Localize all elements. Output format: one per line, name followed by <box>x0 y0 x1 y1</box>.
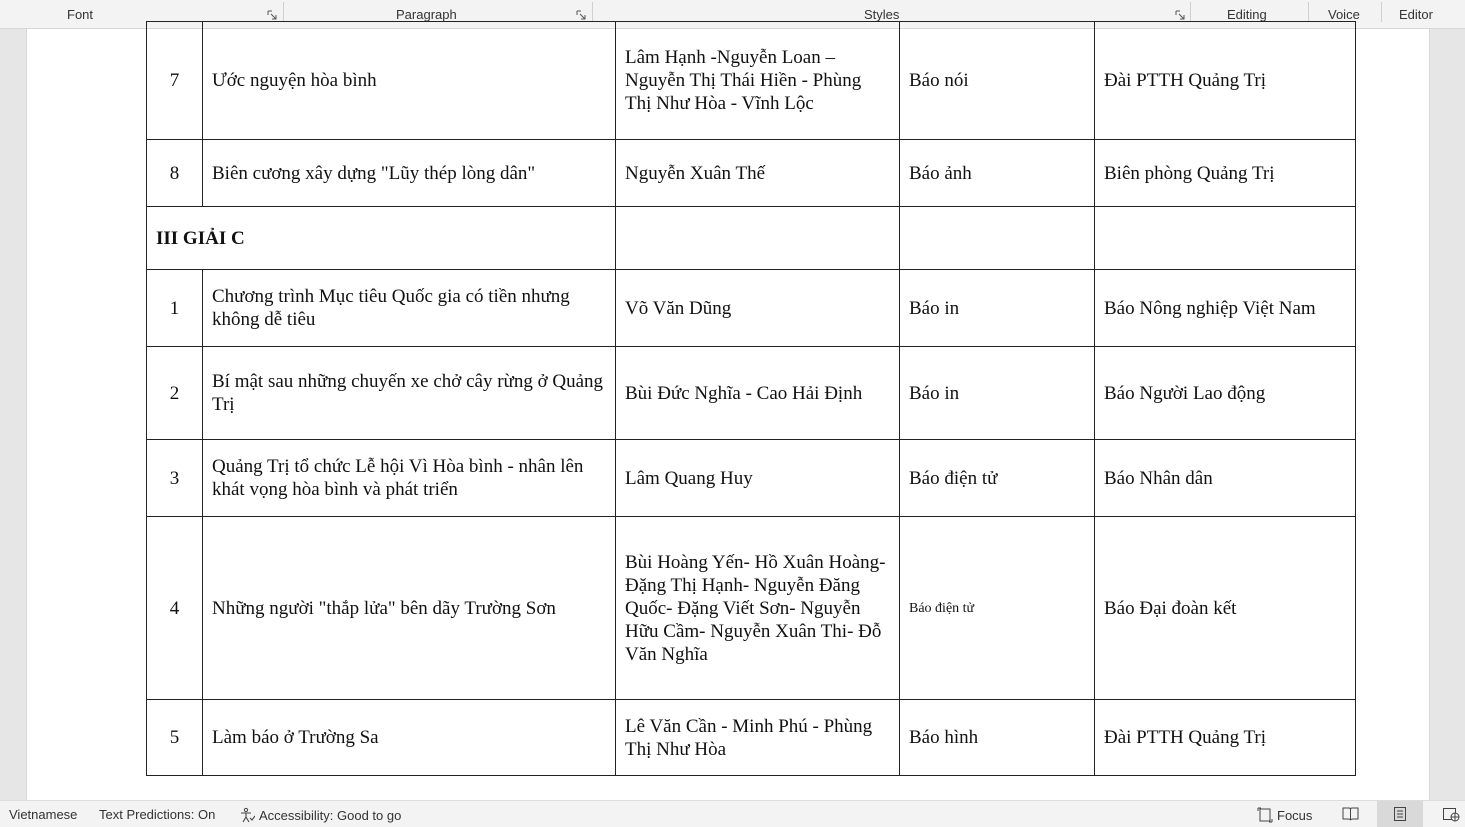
read-mode-icon <box>1342 806 1359 822</box>
author-names[interactable]: Nguyễn Xuân Thế <box>616 140 900 207</box>
table-row <box>147 347 1356 440</box>
media-type[interactable]: Báo nói <box>900 22 1095 140</box>
ribbon-separator <box>1381 2 1382 22</box>
print-layout-icon <box>1392 806 1408 822</box>
work-title[interactable]: Những người "thắp lửa" bên dãy Trường Sơn <box>203 517 616 700</box>
work-title[interactable]: Làm báo ở Trường Sa <box>203 700 616 776</box>
table-row <box>147 517 1356 700</box>
organization[interactable]: Đài PTTH Quảng Trị <box>1095 700 1356 776</box>
media-type[interactable]: Báo điện tử <box>900 440 1095 517</box>
awards-table <box>146 21 1356 776</box>
organization[interactable]: Báo Nhân dân <box>1095 440 1356 517</box>
author-names[interactable]: Lâm Hạnh -Nguyễn Loan – Nguyễn Thị Thái Hiền - Phùng Thị Như Hòa - Vĩnh Lộc <box>616 22 900 140</box>
empty-cell[interactable] <box>1095 207 1356 270</box>
table-row <box>147 440 1356 517</box>
ribbon-separator <box>1308 2 1309 22</box>
work-title[interactable]: Chương trình Mục tiêu Quốc gia có tiền nhưng không dễ tiêu <box>203 270 616 347</box>
text-predictions-status[interactable]: Text Predictions: On <box>99 807 216 822</box>
row-number[interactable]: 7 <box>147 22 203 140</box>
accessibility-label: Accessibility: Good to go <box>259 808 402 823</box>
read-mode-button[interactable] <box>1327 801 1373 827</box>
styles-dialog-launcher-icon[interactable] <box>1175 10 1185 20</box>
organization[interactable]: Biên phòng Quảng Trị <box>1095 140 1356 207</box>
status-bar <box>0 800 1465 827</box>
author-names[interactable]: Bùi Hoàng Yến- Hồ Xuân Hoàng- Đặng Thị Hạnh- Nguyễn Đăng Quốc- Đặng Viết Sơn- Nguyễn Hữu Cầm- Nguyễn Xuân Thi- Đỗ Văn Nghĩa <box>616 517 900 700</box>
web-layout-icon <box>1442 806 1460 822</box>
ribbon-separator <box>1190 2 1191 22</box>
author-names[interactable]: Lâm Quang Huy <box>616 440 900 517</box>
section-heading[interactable]: III GIẢI C <box>147 207 616 270</box>
focus-label: Focus <box>1277 808 1313 823</box>
font-dialog-launcher-icon[interactable] <box>267 10 277 20</box>
author-names[interactable]: Lê Văn Cần - Minh Phú - Phùng Thị Như Hòa <box>616 700 900 776</box>
row-number[interactable]: 3 <box>147 440 203 517</box>
media-type[interactable]: Báo in <box>900 270 1095 347</box>
ribbon-group-font: Font <box>67 7 94 22</box>
media-type[interactable]: Báo điện tử <box>900 517 1095 700</box>
accessibility-status[interactable] <box>239 807 401 826</box>
ribbon-group-editor: Editor <box>1399 7 1433 22</box>
row-number[interactable]: 5 <box>147 700 203 776</box>
work-title[interactable]: Bí mật sau những chuyến xe chở cây rừng ở Quảng Trị <box>203 347 616 440</box>
organization[interactable]: Báo Nông nghiệp Việt Nam <box>1095 270 1356 347</box>
empty-cell[interactable] <box>900 207 1095 270</box>
document-page[interactable] <box>26 29 1430 800</box>
section-row <box>147 207 1356 270</box>
ribbon-group-paragraph: Paragraph <box>396 7 457 22</box>
ribbon-separator <box>283 2 284 22</box>
organization[interactable]: Báo Đại đoàn kết <box>1095 517 1356 700</box>
focus-icon <box>1257 807 1273 826</box>
author-names[interactable]: Võ Văn Dũng <box>616 270 900 347</box>
table-row <box>147 140 1356 207</box>
print-layout-button[interactable] <box>1377 801 1423 827</box>
work-title[interactable]: Quảng Trị tổ chức Lễ hội Vì Hòa bình - nhân lên khát vọng hòa bình và phát triển <box>203 440 616 517</box>
accessibility-icon <box>239 807 255 826</box>
work-title[interactable]: Ước nguyện hòa bình <box>203 22 616 140</box>
language-indicator[interactable]: Vietnamese <box>9 807 78 822</box>
author-names[interactable]: Bùi Đức Nghĩa - Cao Hải Định <box>616 347 900 440</box>
media-type[interactable]: Báo ảnh <box>900 140 1095 207</box>
web-layout-button[interactable] <box>1427 801 1465 827</box>
ribbon-group-voice: Voice <box>1328 7 1360 22</box>
media-type[interactable]: Báo in <box>900 347 1095 440</box>
row-number[interactable]: 4 <box>147 517 203 700</box>
row-number[interactable]: 8 <box>147 140 203 207</box>
media-type[interactable]: Báo hình <box>900 700 1095 776</box>
organization[interactable]: Đài PTTH Quảng Trị <box>1095 22 1356 140</box>
table-row <box>147 700 1356 776</box>
ribbon-separator <box>592 2 593 22</box>
organization[interactable]: Báo Người Lao động <box>1095 347 1356 440</box>
paragraph-dialog-launcher-icon[interactable] <box>576 10 586 20</box>
work-title[interactable]: Biên cương xây dựng "Lũy thép lòng dân" <box>203 140 616 207</box>
empty-cell[interactable] <box>616 207 900 270</box>
ribbon-group-editing: Editing <box>1227 7 1267 22</box>
focus-button[interactable] <box>1257 807 1312 826</box>
row-number[interactable]: 1 <box>147 270 203 347</box>
table-row <box>147 22 1356 140</box>
row-number[interactable]: 2 <box>147 347 203 440</box>
ribbon-group-styles: Styles <box>864 7 900 22</box>
table-row <box>147 270 1356 347</box>
document-area <box>0 29 1465 800</box>
